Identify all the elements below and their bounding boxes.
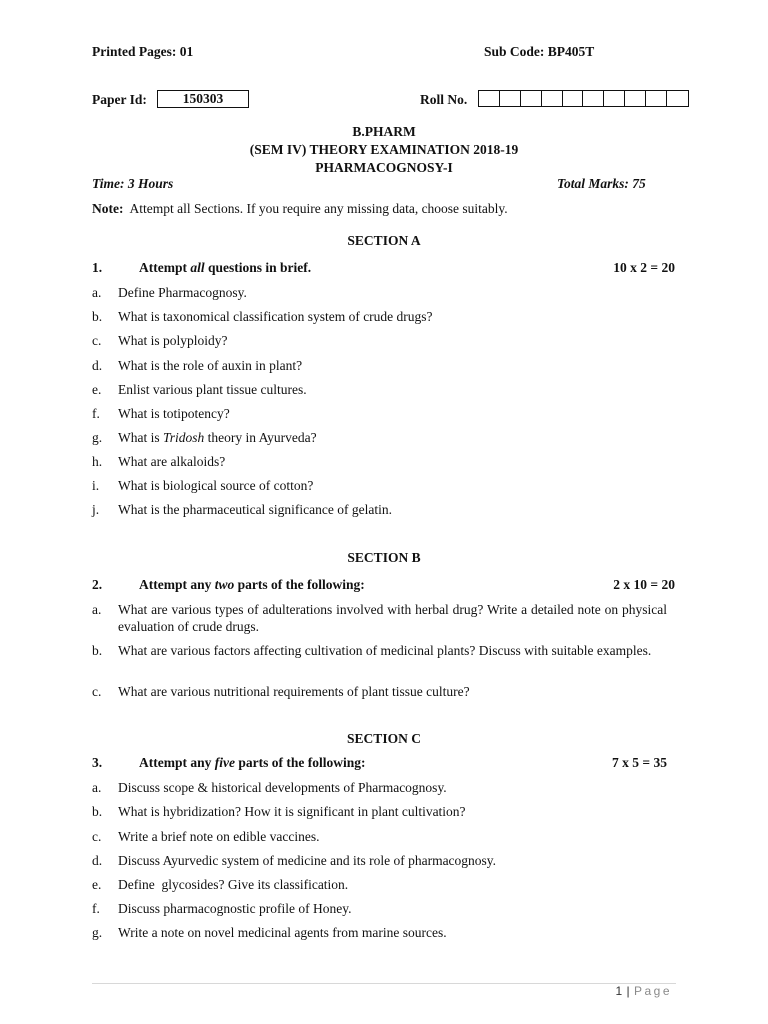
roll-no-cell[interactable]: [521, 91, 542, 106]
paper-id-box: 150303: [157, 90, 249, 108]
note-text: Attempt all Sections. If you require any missing data, choose suitably.: [129, 201, 508, 216]
total-marks: Total Marks: 75: [557, 176, 646, 191]
question-number: 3.: [92, 755, 103, 770]
section-b-title: SECTION B: [347, 550, 421, 565]
roll-no-cell[interactable]: [667, 91, 688, 106]
roll-no-cell[interactable]: [542, 91, 563, 106]
question-marks: 10 x 2 = 20: [613, 260, 675, 275]
roll-no-cell[interactable]: [604, 91, 625, 106]
footer-separator: |: [626, 984, 631, 998]
section-a-title: SECTION A: [347, 233, 421, 248]
question-instruction: Attempt any five parts of the following:: [139, 755, 366, 770]
paper-id-label: Paper Id:: [92, 92, 147, 107]
section-c-title: SECTION C: [347, 731, 421, 746]
question-number: 1.: [92, 260, 103, 275]
roll-no-cell[interactable]: [500, 91, 521, 106]
exam-subject: PHARMACOGNOSY-I: [315, 160, 453, 175]
page-word: Page: [633, 984, 672, 998]
footer-divider: [92, 983, 676, 984]
roll-no-cell[interactable]: [479, 91, 500, 106]
note: [92, 201, 508, 217]
exam-program: B.PHARM: [352, 124, 416, 139]
roll-no-cell[interactable]: [583, 91, 604, 106]
roll-no-label: Roll No.: [420, 92, 468, 107]
question-instruction: Attempt any two parts of the following:: [139, 577, 365, 592]
roll-no-cell[interactable]: [646, 91, 667, 106]
question-marks: 2 x 10 = 20: [613, 577, 675, 592]
question-marks: 7 x 5 = 35: [612, 755, 667, 770]
exam-time: Time: 3 Hours: [92, 176, 174, 191]
question-instruction: Attempt all questions in brief.: [139, 260, 312, 275]
question-number: 2.: [92, 577, 103, 592]
page-number: 1: [615, 984, 623, 998]
roll-no-boxes[interactable]: [478, 90, 689, 107]
printed-pages: Printed Pages: 01: [92, 44, 194, 59]
roll-no-cell[interactable]: [625, 91, 646, 106]
page-footer: [615, 984, 672, 998]
subject-code: Sub Code: BP405T: [484, 44, 595, 59]
exam-title: (SEM IV) THEORY EXAMINATION 2018-19: [249, 142, 519, 157]
note-label: Note:: [92, 201, 124, 216]
roll-no-cell[interactable]: [563, 91, 584, 106]
